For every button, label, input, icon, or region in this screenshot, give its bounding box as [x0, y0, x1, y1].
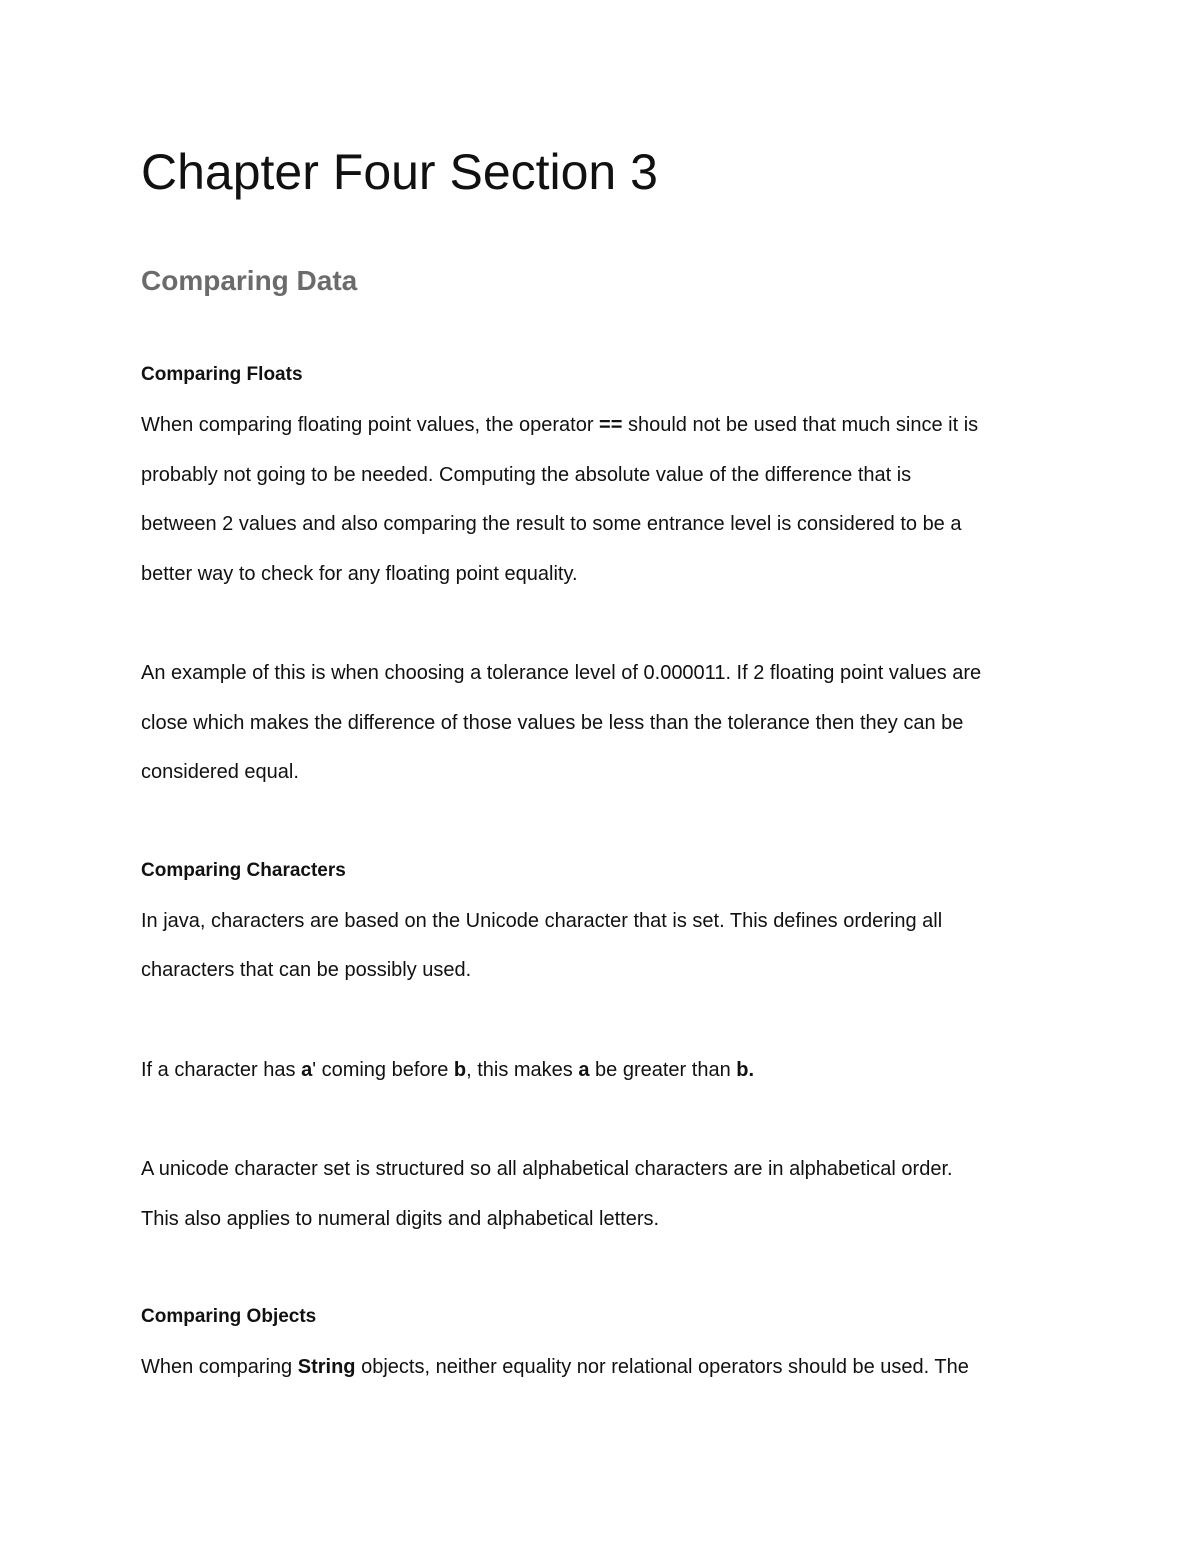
- heading-comparing-characters: Comparing Characters: [141, 860, 346, 881]
- characters-p3-line1: A unicode character set is structured so all alphabetical characters are in alphabetical order.: [141, 1158, 953, 1180]
- bold-a: a: [578, 1059, 590, 1081]
- floats-p1-line4: better way to check for any floating point equality.: [141, 563, 578, 585]
- text-run: If a character has: [141, 1059, 302, 1081]
- objects-p1-line1: [141, 1355, 969, 1379]
- text-run: ' coming before: [312, 1059, 454, 1081]
- text-run: When comparing: [141, 1356, 298, 1378]
- characters-p1-line1: In java, characters are based on the Unicode character that is set. This defines ordering all: [141, 910, 943, 932]
- equality-operator: ==: [599, 414, 623, 436]
- text-run: be greater than: [589, 1059, 737, 1081]
- characters-p2-line1: [141, 1058, 754, 1082]
- bold-string: String: [297, 1356, 356, 1378]
- floats-p2-line1: An example of this is when choosing a tolerance level of 0.000011. If 2 floating point values are: [141, 662, 982, 684]
- text-run: should not be used that much since it is: [622, 414, 979, 436]
- bold-b: b: [453, 1059, 467, 1081]
- section-subtitle: Comparing Data: [141, 265, 358, 296]
- floats-p2-line3: considered equal.: [141, 761, 299, 783]
- floats-p1-line3: between 2 values and also comparing the result to some entrance level is considered to be a: [141, 513, 962, 535]
- text-run: , this makes: [466, 1059, 579, 1081]
- heading-comparing-floats: Comparing Floats: [141, 364, 303, 385]
- floats-p2-line2: close which makes the difference of those values be less than the tolerance then they can be: [141, 712, 964, 734]
- text-run: objects, neither equality nor relational operators should be used. The: [355, 1356, 969, 1378]
- floats-p1-line2: probably not going to be needed. Computing the absolute value of the difference that is: [141, 464, 912, 486]
- bold-a: a: [301, 1059, 313, 1081]
- characters-p3-line2: This also applies to numeral digits and alphabetical letters.: [141, 1208, 660, 1230]
- floats-p1-line1: [141, 413, 978, 437]
- page-title: Chapter Four Section 3: [141, 144, 658, 200]
- bold-b: b.: [736, 1059, 755, 1081]
- characters-p1-line2: characters that can be possibly used.: [141, 959, 472, 981]
- text-run: When comparing floating point values, the operator: [141, 414, 600, 436]
- heading-comparing-objects: Comparing Objects: [141, 1306, 317, 1327]
